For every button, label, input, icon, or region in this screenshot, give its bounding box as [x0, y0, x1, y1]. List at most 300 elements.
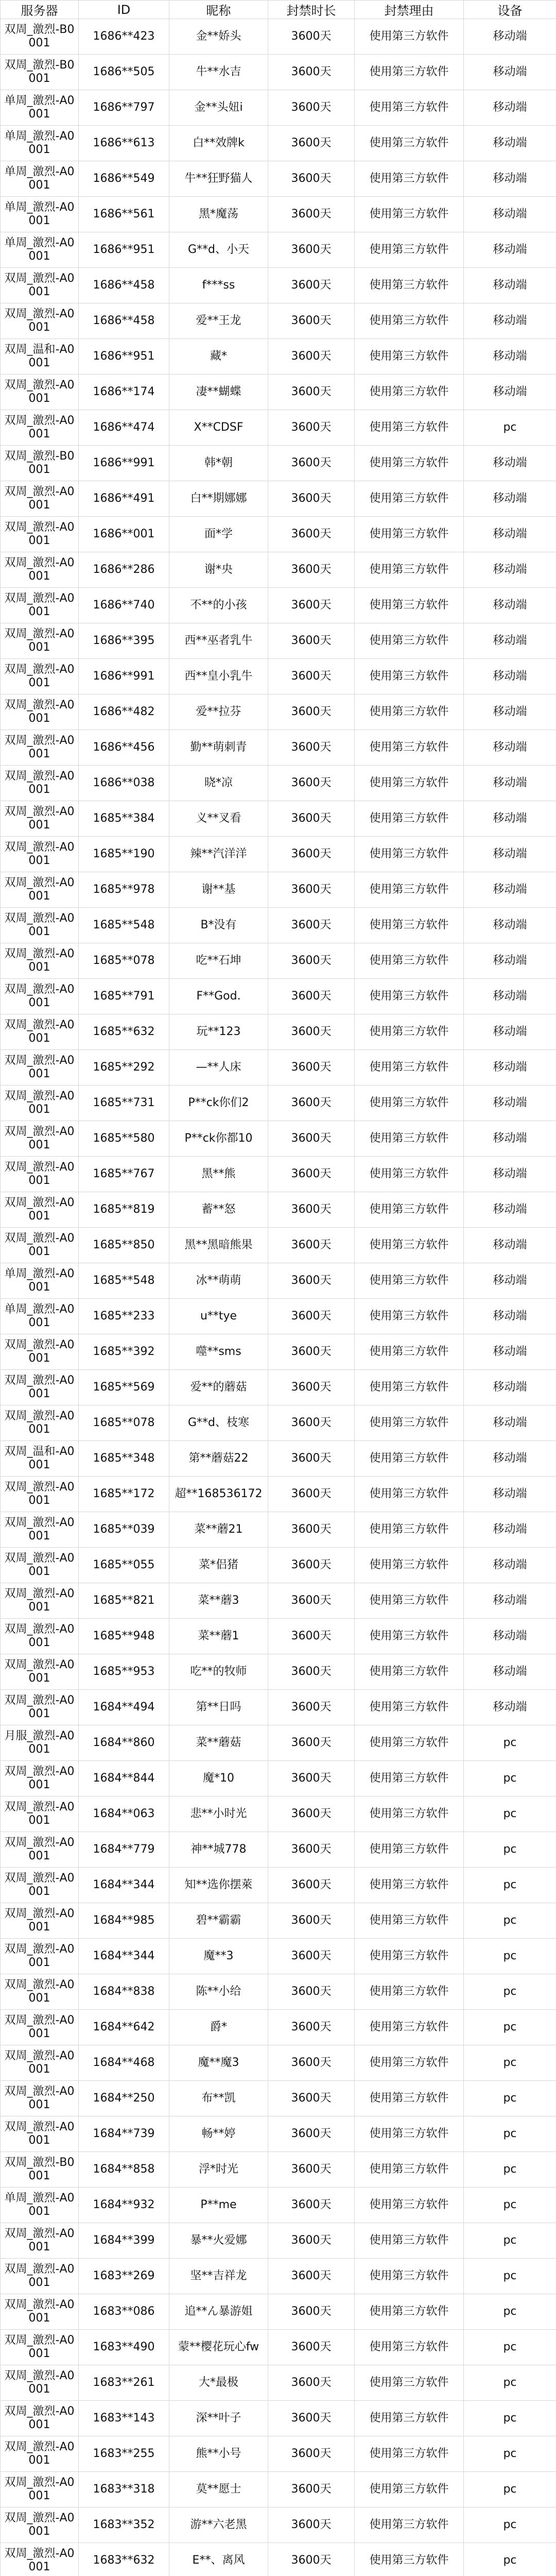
table-row: [1, 908, 556, 943]
id-cell: 1686**991: [79, 659, 169, 694]
duration-cell: 3600天: [268, 1370, 355, 1405]
server-cell: 双周_激烈-A0001: [1, 801, 79, 837]
duration-cell: 3600天: [268, 410, 355, 446]
table-row: [1, 2472, 556, 2507]
id-cell: 1684**932: [79, 2188, 169, 2223]
device-cell: pc: [464, 1725, 556, 1761]
table-row: [1, 837, 556, 872]
table-row: [1, 268, 556, 303]
nickname-cell: 黑**黑暗熊果: [169, 1228, 268, 1263]
server-cell: 单周_激烈-A0001: [1, 1299, 79, 1334]
server-cell: 双周_激烈-A0001: [1, 2294, 79, 2330]
id-cell: 1683**261: [79, 2365, 169, 2401]
server-cell: 双周_激烈-A0001: [1, 1334, 79, 1370]
nickname-cell: P**ck你都10: [169, 1121, 268, 1157]
reason-cell: 使用第三方软件: [355, 481, 464, 517]
nickname-cell: 金**娇头: [169, 19, 268, 55]
device-cell: 移动端: [464, 55, 556, 90]
table-row: [1, 801, 556, 837]
server-cell: 双周_激烈-A0001: [1, 2507, 79, 2543]
reason-cell: 使用第三方软件: [355, 1690, 464, 1725]
device-cell: 移动端: [464, 623, 556, 659]
duration-cell: 3600天: [268, 1477, 355, 1512]
device-cell: pc: [464, 2045, 556, 2081]
table-row: [1, 90, 556, 126]
reason-cell: 使用第三方软件: [355, 1974, 464, 2010]
reason-cell: 使用第三方软件: [355, 1761, 464, 1797]
reason-cell: 使用第三方软件: [355, 2294, 464, 2330]
id-cell: 1685**953: [79, 1654, 169, 1690]
nickname-cell: 菜**蘑1: [169, 1619, 268, 1654]
table-row: [1, 979, 556, 1014]
id-cell: 1686**951: [79, 339, 169, 375]
device-cell: 移动端: [464, 517, 556, 552]
server-cell: 双周_激烈-A0001: [1, 1512, 79, 1548]
nickname-cell: f***ss: [169, 268, 268, 303]
server-cell: 双周_激烈-A0001: [1, 1654, 79, 1690]
duration-cell: 3600天: [268, 1654, 355, 1690]
duration-cell: 3600天: [268, 303, 355, 339]
server-cell: 双周_激烈-A0001: [1, 2436, 79, 2472]
duration-cell: 3600天: [268, 1725, 355, 1761]
nickname-cell: 熊**小号: [169, 2436, 268, 2472]
id-cell: 1685**055: [79, 1548, 169, 1583]
table-row: [1, 197, 556, 232]
duration-cell: 3600天: [268, 552, 355, 588]
reason-cell: 使用第三方软件: [355, 197, 464, 232]
device-cell: 移动端: [464, 1370, 556, 1405]
device-cell: pc: [464, 410, 556, 446]
device-cell: 移动端: [464, 694, 556, 730]
table-row: [1, 2543, 556, 2576]
device-cell: pc: [464, 2365, 556, 2401]
table-row: [1, 1512, 556, 1548]
reason-cell: 使用第三方软件: [355, 339, 464, 375]
duration-cell: 3600天: [268, 1548, 355, 1583]
duration-cell: 3600天: [268, 2152, 355, 2188]
server-cell: 双周_激烈-A0001: [1, 623, 79, 659]
device-cell: 移动端: [464, 90, 556, 126]
reason-cell: 使用第三方软件: [355, 588, 464, 623]
id-cell: 1686**505: [79, 55, 169, 90]
id-cell: 1685**548: [79, 908, 169, 943]
server-cell: 双周_激烈-A0001: [1, 1228, 79, 1263]
nickname-cell: 辣**汽洋洋: [169, 837, 268, 872]
id-cell: 1685**850: [79, 1228, 169, 1263]
server-cell: 双周_激烈-A0001: [1, 2330, 79, 2365]
nickname-cell: 义**叉看: [169, 801, 268, 837]
device-cell: 移动端: [464, 375, 556, 410]
table-row: [1, 1263, 556, 1299]
id-cell: 1685**548: [79, 1263, 169, 1299]
table-row: [1, 2116, 556, 2152]
device-cell: 移动端: [464, 1086, 556, 1121]
nickname-cell: 谢*央: [169, 552, 268, 588]
nickname-cell: 吃**石坤: [169, 943, 268, 979]
id-cell: 1686**991: [79, 446, 169, 481]
device-cell: pc: [464, 2152, 556, 2188]
reason-cell: 使用第三方软件: [355, 55, 464, 90]
device-cell: 移动端: [464, 872, 556, 908]
table-row: [1, 55, 556, 90]
device-cell: 移动端: [464, 1512, 556, 1548]
table-row: [1, 2223, 556, 2259]
reason-cell: 使用第三方软件: [355, 232, 464, 268]
server-cell: 双周_激烈-A0001: [1, 1157, 79, 1192]
nickname-cell: 白**期娜娜: [169, 481, 268, 517]
table-row: [1, 943, 556, 979]
reason-cell: 使用第三方软件: [355, 2436, 464, 2472]
nickname-cell: 玩**123: [169, 1014, 268, 1050]
reason-cell: 使用第三方软件: [355, 908, 464, 943]
device-cell: pc: [464, 1832, 556, 1868]
device-cell: 移动端: [464, 1477, 556, 1512]
id-cell: 1685**039: [79, 1512, 169, 1548]
id-cell: 1684**779: [79, 1832, 169, 1868]
reason-cell: 使用第三方软件: [355, 1014, 464, 1050]
reason-cell: 使用第三方软件: [355, 2010, 464, 2045]
id-cell: 1685**292: [79, 1050, 169, 1086]
device-cell: pc: [464, 2294, 556, 2330]
nickname-cell: 蓄**怒: [169, 1192, 268, 1228]
table-row: [1, 1725, 556, 1761]
duration-cell: 3600天: [268, 1228, 355, 1263]
table-row: [1, 1903, 556, 1939]
nickname-cell: 藏*: [169, 339, 268, 375]
reason-cell: 使用第三方软件: [355, 552, 464, 588]
server-cell: 双周_激烈-B0001: [1, 446, 79, 481]
duration-cell: 3600天: [268, 837, 355, 872]
server-cell: 双周_激烈-A0001: [1, 1868, 79, 1903]
duration-cell: 3600天: [268, 2401, 355, 2436]
reason-cell: 使用第三方软件: [355, 375, 464, 410]
device-cell: 移动端: [464, 268, 556, 303]
device-cell: pc: [464, 2116, 556, 2152]
device-cell: pc: [464, 2507, 556, 2543]
duration-cell: 3600天: [268, 766, 355, 801]
nickname-cell: 面*学: [169, 517, 268, 552]
server-cell: 双周_激烈-B0001: [1, 2152, 79, 2188]
device-cell: pc: [464, 2401, 556, 2436]
header-server: 服务器: [1, 1, 79, 19]
table-row: [1, 2436, 556, 2472]
server-cell: 单周_激烈-A0001: [1, 126, 79, 161]
server-cell: 单周_激烈-A0001: [1, 197, 79, 232]
device-cell: 移动端: [464, 801, 556, 837]
duration-cell: 3600天: [268, 2294, 355, 2330]
id-cell: 1686**797: [79, 90, 169, 126]
server-cell: 双周_激烈-A0001: [1, 375, 79, 410]
device-cell: pc: [464, 2188, 556, 2223]
nickname-cell: 超**168536172: [169, 1477, 268, 1512]
id-cell: 1683**255: [79, 2436, 169, 2472]
nickname-cell: 谢**基: [169, 872, 268, 908]
nickname-cell: 爱**拉芬: [169, 694, 268, 730]
nickname-cell: 白**效牌k: [169, 126, 268, 161]
reason-cell: 使用第三方软件: [355, 1334, 464, 1370]
table-row: [1, 1405, 556, 1441]
device-cell: 移动端: [464, 1441, 556, 1477]
device-cell: pc: [464, 1797, 556, 1832]
duration-cell: 3600天: [268, 2081, 355, 2116]
nickname-cell: P**me: [169, 2188, 268, 2223]
server-cell: 单周_激烈-A0001: [1, 1263, 79, 1299]
reason-cell: 使用第三方软件: [355, 2152, 464, 2188]
reason-cell: 使用第三方软件: [355, 1157, 464, 1192]
reason-cell: 使用第三方软件: [355, 1939, 464, 1974]
id-cell: 1685**392: [79, 1334, 169, 1370]
duration-cell: 3600天: [268, 2223, 355, 2259]
duration-cell: 3600天: [268, 1121, 355, 1157]
id-cell: 1686**561: [79, 197, 169, 232]
nickname-cell: 噬**sms: [169, 1334, 268, 1370]
duration-cell: 3600天: [268, 588, 355, 623]
id-cell: 1684**844: [79, 1761, 169, 1797]
device-cell: 移动端: [464, 1405, 556, 1441]
nickname-cell: 勤**萌刺青: [169, 730, 268, 766]
table-row: [1, 1157, 556, 1192]
nickname-cell: 菜*侣猪: [169, 1548, 268, 1583]
table-row: [1, 1654, 556, 1690]
duration-cell: 3600天: [268, 2543, 355, 2576]
reason-cell: 使用第三方软件: [355, 1832, 464, 1868]
duration-cell: 3600天: [268, 1761, 355, 1797]
table-row: [1, 2010, 556, 2045]
duration-cell: 3600天: [268, 2010, 355, 2045]
device-cell: 移动端: [464, 232, 556, 268]
reason-cell: 使用第三方软件: [355, 2472, 464, 2507]
server-cell: 双周_激烈-A0001: [1, 2223, 79, 2259]
duration-cell: 3600天: [268, 623, 355, 659]
device-cell: pc: [464, 2472, 556, 2507]
device-cell: pc: [464, 2010, 556, 2045]
id-cell: 1685**632: [79, 1014, 169, 1050]
nickname-cell: 追**ん暴游姐: [169, 2294, 268, 2330]
duration-cell: 3600天: [268, 232, 355, 268]
reason-cell: 使用第三方软件: [355, 1370, 464, 1405]
nickname-cell: B*没有: [169, 908, 268, 943]
duration-cell: 3600天: [268, 1512, 355, 1548]
nickname-cell: G**d、小天: [169, 232, 268, 268]
reason-cell: 使用第三方软件: [355, 979, 464, 1014]
table-row: [1, 1939, 556, 1974]
duration-cell: 3600天: [268, 1974, 355, 2010]
table-row: [1, 303, 556, 339]
reason-cell: 使用第三方软件: [355, 766, 464, 801]
nickname-cell: 西**皇小乳牛: [169, 659, 268, 694]
header-reason: 封禁理由: [355, 1, 464, 19]
device-cell: 移动端: [464, 1014, 556, 1050]
device-cell: 移动端: [464, 1050, 556, 1086]
duration-cell: 3600天: [268, 126, 355, 161]
duration-cell: 3600天: [268, 375, 355, 410]
device-cell: pc: [464, 1903, 556, 1939]
duration-cell: 3600天: [268, 801, 355, 837]
device-cell: 移动端: [464, 303, 556, 339]
table-row: [1, 481, 556, 517]
duration-cell: 3600天: [268, 2507, 355, 2543]
device-cell: 移动端: [464, 1192, 556, 1228]
server-cell: 双周_激烈-A0001: [1, 1583, 79, 1619]
reason-cell: 使用第三方软件: [355, 872, 464, 908]
nickname-cell: 莫**愿士: [169, 2472, 268, 2507]
reason-cell: 使用第三方软件: [355, 2259, 464, 2294]
duration-cell: 3600天: [268, 1903, 355, 1939]
server-cell: 双周_激烈-A0001: [1, 1370, 79, 1405]
reason-cell: 使用第三方软件: [355, 126, 464, 161]
id-cell: 1686**613: [79, 126, 169, 161]
device-cell: pc: [464, 1939, 556, 1974]
reason-cell: 使用第三方软件: [355, 2365, 464, 2401]
server-cell: 双周_激烈-A0001: [1, 268, 79, 303]
duration-cell: 3600天: [268, 872, 355, 908]
table-row: [1, 1370, 556, 1405]
id-cell: 1686**001: [79, 517, 169, 552]
reason-cell: 使用第三方软件: [355, 2507, 464, 2543]
server-cell: 双周_激烈-A0001: [1, 943, 79, 979]
id-cell: 1684**468: [79, 2045, 169, 2081]
nickname-cell: 牛**狂野猫人: [169, 161, 268, 197]
device-cell: pc: [464, 2259, 556, 2294]
id-cell: 1685**569: [79, 1370, 169, 1405]
reason-cell: 使用第三方软件: [355, 2081, 464, 2116]
server-cell: 双周_激烈-A0001: [1, 2472, 79, 2507]
duration-cell: 3600天: [268, 730, 355, 766]
device-cell: pc: [464, 2223, 556, 2259]
server-cell: 双周_激烈-A0001: [1, 979, 79, 1014]
server-cell: 双周_激烈-A0001: [1, 659, 79, 694]
duration-cell: 3600天: [268, 1334, 355, 1370]
server-cell: 双周_激烈-A0001: [1, 1690, 79, 1725]
table-row: [1, 659, 556, 694]
id-cell: 1685**348: [79, 1441, 169, 1477]
table-row: [1, 2365, 556, 2401]
server-cell: 双周_激烈-A0001: [1, 1477, 79, 1512]
id-cell: 1685**791: [79, 979, 169, 1014]
device-cell: 移动端: [464, 197, 556, 232]
table-row: [1, 694, 556, 730]
id-cell: 1685**078: [79, 943, 169, 979]
duration-cell: 3600天: [268, 197, 355, 232]
id-cell: 1683**143: [79, 2401, 169, 2436]
nickname-cell: 西**巫者乳牛: [169, 623, 268, 659]
id-cell: 1685**978: [79, 872, 169, 908]
id-cell: 1684**739: [79, 2116, 169, 2152]
nickname-cell: 凄**蝴蝶: [169, 375, 268, 410]
duration-cell: 3600天: [268, 943, 355, 979]
server-cell: 双周_激烈-B0001: [1, 55, 79, 90]
nickname-cell: 畅**婷: [169, 2116, 268, 2152]
nickname-cell: 浮*时光: [169, 2152, 268, 2188]
id-cell: 1685**384: [79, 801, 169, 837]
duration-cell: 3600天: [268, 517, 355, 552]
server-cell: 双周_激烈-A0001: [1, 1832, 79, 1868]
table-row: [1, 1477, 556, 1512]
id-cell: 1685**078: [79, 1405, 169, 1441]
id-cell: 1686**482: [79, 694, 169, 730]
server-cell: 双周_激烈-A0001: [1, 1974, 79, 2010]
server-cell: 双周_激烈-A0001: [1, 1014, 79, 1050]
nickname-cell: 黑*魔荡: [169, 197, 268, 232]
id-cell: 1683**318: [79, 2472, 169, 2507]
device-cell: pc: [464, 1761, 556, 1797]
reason-cell: 使用第三方软件: [355, 1405, 464, 1441]
nickname-cell: 菜**蘑21: [169, 1512, 268, 1548]
id-cell: 1683**269: [79, 2259, 169, 2294]
nickname-cell: X**CDSF: [169, 410, 268, 446]
id-cell: 1686**395: [79, 623, 169, 659]
duration-cell: 3600天: [268, 339, 355, 375]
nickname-cell: 爵*: [169, 2010, 268, 2045]
id-cell: 1685**233: [79, 1299, 169, 1334]
reason-cell: 使用第三方软件: [355, 410, 464, 446]
id-cell: 1686**740: [79, 588, 169, 623]
reason-cell: 使用第三方软件: [355, 2188, 464, 2223]
table-row: [1, 19, 556, 55]
reason-cell: 使用第三方软件: [355, 659, 464, 694]
server-cell: 单周_激烈-A0001: [1, 161, 79, 197]
nickname-cell: 碧**霸霸: [169, 1903, 268, 1939]
id-cell: 1684**399: [79, 2223, 169, 2259]
reason-cell: 使用第三方软件: [355, 161, 464, 197]
device-cell: 移动端: [464, 766, 556, 801]
nickname-cell: 爱**的蘑菇: [169, 1370, 268, 1405]
reason-cell: 使用第三方软件: [355, 517, 464, 552]
device-cell: 移动端: [464, 1690, 556, 1725]
nickname-cell: E**、离风: [169, 2543, 268, 2576]
reason-cell: 使用第三方软件: [355, 1548, 464, 1583]
reason-cell: 使用第三方软件: [355, 19, 464, 55]
duration-cell: 3600天: [268, 1192, 355, 1228]
duration-cell: 3600天: [268, 1690, 355, 1725]
duration-cell: 3600天: [268, 908, 355, 943]
device-cell: 移动端: [464, 446, 556, 481]
reason-cell: 使用第三方软件: [355, 730, 464, 766]
id-cell: 1686**458: [79, 303, 169, 339]
duration-cell: 3600天: [268, 481, 355, 517]
id-cell: 1684**494: [79, 1690, 169, 1725]
table-row: [1, 2507, 556, 2543]
id-cell: 1684**344: [79, 1939, 169, 1974]
id-cell: 1683**490: [79, 2330, 169, 2365]
device-cell: 移动端: [464, 1121, 556, 1157]
id-cell: 1684**642: [79, 2010, 169, 2045]
nickname-cell: 坚**吉祥龙: [169, 2259, 268, 2294]
id-cell: 1685**948: [79, 1619, 169, 1654]
duration-cell: 3600天: [268, 1014, 355, 1050]
id-cell: 1684**985: [79, 1903, 169, 1939]
table-row: [1, 1619, 556, 1654]
nickname-cell: 菜**蘑3: [169, 1583, 268, 1619]
id-cell: 1684**063: [79, 1797, 169, 1832]
reason-cell: 使用第三方软件: [355, 1583, 464, 1619]
device-cell: 移动端: [464, 1263, 556, 1299]
header-nickname: 昵称: [169, 1, 268, 19]
duration-cell: 3600天: [268, 1157, 355, 1192]
id-cell: 1686**038: [79, 766, 169, 801]
id-cell: 1686**423: [79, 19, 169, 55]
device-cell: 移动端: [464, 1583, 556, 1619]
device-cell: 移动端: [464, 837, 556, 872]
server-cell: 双周_激烈-A0001: [1, 1548, 79, 1583]
nickname-cell: 陈**小给: [169, 1974, 268, 2010]
device-cell: 移动端: [464, 730, 556, 766]
reason-cell: 使用第三方软件: [355, 1263, 464, 1299]
id-cell: 1685**731: [79, 1086, 169, 1121]
reason-cell: 使用第三方软件: [355, 1512, 464, 1548]
reason-cell: 使用第三方软件: [355, 1121, 464, 1157]
server-cell: 双周_激烈-A0001: [1, 1121, 79, 1157]
